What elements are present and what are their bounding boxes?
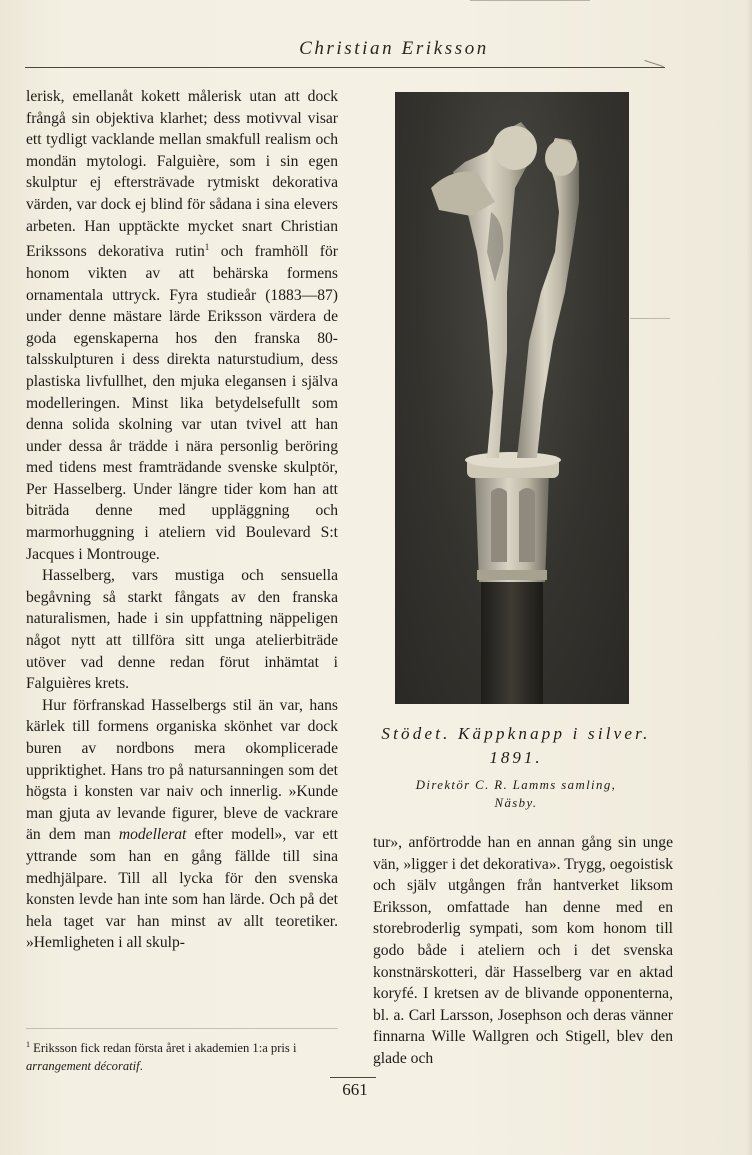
caption-title: Stödet. Käppknapp i silver. (381, 724, 651, 743)
sculpture-photo-icon (395, 92, 629, 704)
paragraph-1-text: lerisk, emellanåt kokett målerisk utan att dock frångå sin objektiva klarhet; dess motivval visar ett tydligt vacklande mellan smakfull realism och mondän mytologi. Falguière, som i sin egen skulptur ej eftersträvade rytmiskt dekorativa värden, var dock ej blind för sådana i sina elevers arbeten. Han upptäckte mycket snart Christian Erikssons dekorativa rutin (26, 88, 338, 261)
page-number-rule (330, 1077, 376, 1078)
page-number: 661 (342, 1080, 368, 1099)
footnote-text-a: Eriksson fick redan första året i akademien 1:a pris i (30, 1041, 297, 1056)
left-paragraph-3 (26, 695, 338, 954)
left-paragraph-2: Hasselberg, vars mustiga och sensuella begåvning så starkt fångats av den franska naturalismen, hade i sin uppfattning näppeligen något nytt att tillföra sitt unga atelierbiträde utöver vad denne redan förut inhämtat i Falguières krets. (26, 567, 338, 693)
caption-collection-line-2: Näsby. (494, 796, 538, 810)
left-column (26, 86, 338, 954)
caption-collection-line-1: Direktör C. R. Lamms samling, (415, 778, 617, 792)
header-rule-tail (644, 60, 663, 67)
figure-caption (356, 722, 676, 812)
paragraph-3-text-a: Hur förfranskad Hasselbergs stil än var, hans kärlek till formens organiska skönhet var dock buren av nordbons mera okomplicerade uppriktighet. Hans tro på natursanningen som det högsta i konsten var naiv och innerlig. »Kunde man gjuta av levande figurer, bleve de vackrare än dem man (26, 696, 338, 844)
paragraph-1-continuation: och framhöll för honom vikten av att behärska formens ornamentala uttryck. Fyra studieår (1883—87) under denne mästare lärde Eriksson värdera de goda egenskaperna hos den franska 80-talsskulpturen i dess direkta naturstudium, dess plastiska livfullhet, den mjuka elegansen i själva modelleringen. Minst lika betydelsefullt som denna solida skolning var utan tvivel att han under dessa år trädde i nära personlig beröring med tidens mest framträdande svenske skulptör, Per Hasselberg. Under längre tider kom han att biträda denne med uppläggning och marmorhuggning i ateliern vid Boulevard S:t Jacques i Montrouge. (26, 243, 338, 563)
footnote (26, 1036, 344, 1075)
sculpture-photo (395, 92, 629, 704)
footnote-emphasis: arrangement décoratif (26, 1058, 140, 1073)
footnote-reference: 1 (204, 242, 210, 253)
header-rule (25, 67, 665, 68)
footnote-rule (26, 1028, 338, 1029)
caption-year: 1891. (489, 748, 543, 767)
left-paragraph-1 (26, 86, 338, 565)
right-paragraph: tur», anförtrodde han en annan gång sin unge vän, »ligger i det dekorativa». Trygg, oegoistisk och själv utgången från hantverket liksom Eriksson, omfattade han denne med en storebroderlig sympati, som kom honom till godo både i ateliern och i det svenska konstnärskotteri, där Hasselberg var en aktad koryfé. I kretsen av de blivande opponenterna, bl. a. Carl Larsson, Josephson och deras vänner finnarna Wille Wallgren och Stigell, blev den glade och (373, 834, 673, 1067)
running-header: Christian Eriksson (299, 38, 489, 59)
top-edge-mark (470, 0, 590, 1)
page-edge-shadow (746, 0, 752, 1155)
paragraph-3-emphasis: modellerat (118, 826, 187, 844)
margin-dash (630, 318, 670, 319)
right-column (373, 832, 673, 1070)
footnote-text-b: . (139, 1058, 143, 1073)
footnote-mark: 1 (26, 1040, 30, 1049)
paragraph-3-text-b: efter modell», var ett yttrande som han en gång fällde till sina medhjälpare. Till all lycka för den svenska konsten levde han inte som han lärde. Och på det hela taget var han minst av allt teoretiker. »Hemligheten i all skulp- (26, 826, 339, 952)
